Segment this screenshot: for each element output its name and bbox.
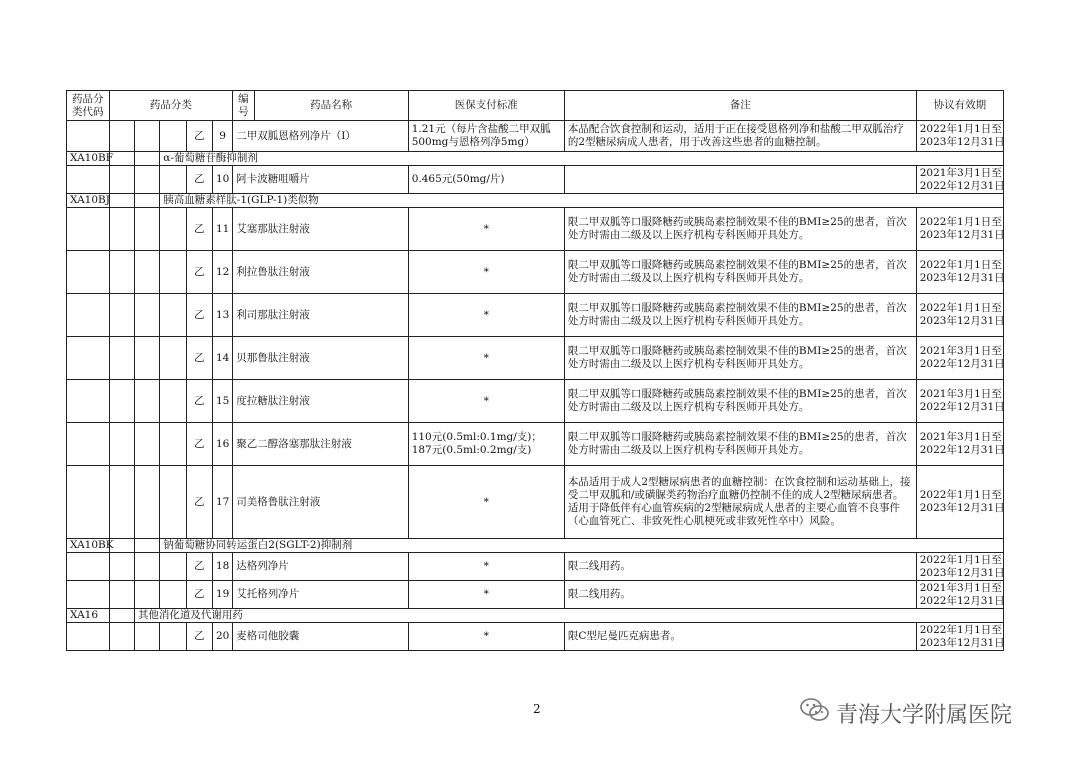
category-code: XA10BJ: [67, 194, 110, 208]
grade-cell: 乙: [186, 294, 212, 337]
category-label: α-葡萄糖苷酶抑制剂: [160, 152, 1004, 166]
header-validity: 协议有效期: [916, 91, 1003, 121]
table-row: [67, 423, 1004, 466]
num-cell: 17: [212, 466, 232, 539]
drug-name-cell: 艾塞那肽注射液: [233, 208, 408, 251]
standard-cell: *: [408, 553, 564, 581]
num-cell: 10: [212, 166, 232, 194]
grade-cell: 乙: [186, 208, 212, 251]
category-label: 钠葡萄糖协同转运蛋白2(SGLT-2)抑制剂: [160, 539, 1004, 553]
remark-cell: 限C型尼曼匹克病患者。: [564, 623, 916, 651]
drug-name-cell: 聚乙二醇洛塞那肽注射液: [233, 423, 408, 466]
drug-name-cell: 利拉鲁肽注射液: [233, 251, 408, 294]
table-row: [67, 208, 1004, 251]
table-row: [67, 380, 1004, 423]
category-label: 其他消化道及代谢用药: [134, 609, 1003, 623]
validity-cell: 2021年3月1日至 2022年12月31日: [916, 337, 1003, 380]
grade-cell: 乙: [186, 121, 212, 152]
drug-name-cell: 阿卡波糖咀嚼片: [233, 166, 408, 194]
num-cell: 13: [212, 294, 232, 337]
category-row: [67, 152, 1004, 166]
remark-cell: 限二甲双胍等口服降糖药或胰岛素控制效果不佳的BMI≥25的患者，首次处方时需由二级及以上医疗机构专科医师开具处方。: [564, 294, 916, 337]
validity-cell: 2022年1月1日至 2023年12月31日: [916, 121, 1003, 152]
grade-cell: 乙: [186, 553, 212, 581]
category-row: [67, 609, 1004, 623]
remark-cell: [564, 166, 916, 194]
num-cell: 14: [212, 337, 232, 380]
remark-cell: 限二甲双胍等口服降糖药或胰岛素控制效果不佳的BMI≥25的患者，首次处方时需由二级及以上医疗机构专科医师开具处方。: [564, 208, 916, 251]
page-number: 2: [533, 702, 541, 716]
table-row: [67, 166, 1004, 194]
standard-cell: 110元(0.5ml:0.1mg/支)；187元(0.5ml:0.2mg/支): [408, 423, 564, 466]
header-category: 药品分类: [109, 91, 233, 121]
grade-cell: 乙: [186, 581, 212, 609]
header-name: 药品名称: [254, 91, 408, 121]
standard-cell: *: [408, 581, 564, 609]
num-cell: 12: [212, 251, 232, 294]
standard-cell: 0.465元(50mg/片): [408, 166, 564, 194]
header-row: [67, 91, 1004, 121]
grade-cell: 乙: [186, 623, 212, 651]
drug-name-cell: 艾托格列净片: [233, 581, 408, 609]
remark-cell: 限二甲双胍等口服降糖药或胰岛素控制效果不佳的BMI≥25的患者，首次处方时需由二级及以上医疗机构专科医师开具处方。: [564, 423, 916, 466]
num-cell: 15: [212, 380, 232, 423]
validity-cell: 2022年1月1日至 2023年12月31日: [916, 623, 1003, 651]
validity-cell: 2022年1月1日至 2023年12月31日: [916, 553, 1003, 581]
validity-cell: 2021年3月1日至 2022年12月31日: [916, 380, 1003, 423]
num-cell: 20: [212, 623, 232, 651]
num-cell: 16: [212, 423, 232, 466]
validity-cell: 2021年3月1日至 2022年12月31日: [916, 581, 1003, 609]
header-num: 编号: [233, 91, 254, 121]
drug-name-cell: 利司那肽注射液: [233, 294, 408, 337]
validity-cell: 2022年1月1日至 2023年12月31日: [916, 466, 1003, 539]
drug-name-cell: 达格列净片: [233, 553, 408, 581]
category-row: [67, 194, 1004, 208]
category-code: XA16: [67, 609, 110, 623]
header-remark: 备注: [564, 91, 916, 121]
standard-cell: *: [408, 208, 564, 251]
standard-cell: *: [408, 294, 564, 337]
grade-cell: 乙: [186, 337, 212, 380]
standard-cell: 1.21元（每片含盐酸二甲双胍500mg与恩格列净5mg）: [408, 121, 564, 152]
num-cell: 11: [212, 208, 232, 251]
watermark: [800, 697, 1012, 729]
validity-cell: 2022年1月1日至 2023年12月31日: [916, 294, 1003, 337]
header-code: 药品分类代码: [67, 91, 110, 121]
category-label: 胰高血糖素样肽-1(GLP-1)类似物: [160, 194, 1004, 208]
num-cell: 9: [212, 121, 232, 152]
category-code: XA10BK: [67, 539, 110, 553]
remark-cell: 限二甲双胍等口服降糖药或胰岛素控制效果不佳的BMI≥25的患者，首次处方时需由二级及以上医疗机构专科医师开具处方。: [564, 337, 916, 380]
table-row: [67, 581, 1004, 609]
validity-cell: 2022年1月1日至 2023年12月31日: [916, 251, 1003, 294]
remark-cell: 限二线用药。: [564, 581, 916, 609]
standard-cell: *: [408, 337, 564, 380]
standard-cell: *: [408, 380, 564, 423]
drug-name-cell: 二甲双胍恩格列净片（Ⅰ）: [233, 121, 408, 152]
remark-cell: 限二甲双胍等口服降糖药或胰岛素控制效果不佳的BMI≥25的患者，首次处方时需由二级及以上医疗机构专科医师开具处方。: [564, 380, 916, 423]
validity-cell: 2022年1月1日至 2023年12月31日: [916, 208, 1003, 251]
wechat-icon: [800, 697, 830, 729]
table-row: [67, 121, 1004, 152]
table-row: [67, 553, 1004, 581]
num-cell: 19: [212, 581, 232, 609]
grade-cell: 乙: [186, 466, 212, 539]
category-row: [67, 539, 1004, 553]
drug-name-cell: 麦格司他胶囊: [233, 623, 408, 651]
drug-list-table: [66, 90, 1004, 651]
drug-name-cell: 度拉糖肽注射液: [233, 380, 408, 423]
remark-cell: 本品配合饮食控制和运动，适用于正在接受恩格列净和盐酸二甲双胍治疗的2型糖尿病成人患者，用于改善这些患者的血糖控制。: [564, 121, 916, 152]
standard-cell: *: [408, 623, 564, 651]
category-code: XA10BF: [67, 152, 110, 166]
remark-cell: 限二线用药。: [564, 553, 916, 581]
table-row: [67, 337, 1004, 380]
num-cell: 18: [212, 553, 232, 581]
remark-cell: 本品适用于成人2型糖尿病患者的血糖控制：在饮食控制和运动基础上，接受二甲双胍和/或磺脲类药物治疗血糖仍控制不佳的成人2型糖尿病患者。适用于降低伴有心血管疾病的2型糖尿病成人患者的主要心血管不良事件（心血管死亡、非致死性心肌梗死或非致死性卒中）风险。: [564, 466, 916, 539]
watermark-text: 青海大学附属医院: [836, 702, 1013, 728]
validity-cell: 2021年3月1日至 2022年12月31日: [916, 423, 1003, 466]
drug-name-cell: 司美格鲁肽注射液: [233, 466, 408, 539]
table-row: [67, 623, 1004, 651]
table-row: [67, 294, 1004, 337]
grade-cell: 乙: [186, 380, 212, 423]
standard-cell: *: [408, 251, 564, 294]
grade-cell: 乙: [186, 166, 212, 194]
table-row: [67, 466, 1004, 539]
grade-cell: 乙: [186, 251, 212, 294]
grade-cell: 乙: [186, 423, 212, 466]
drug-name-cell: 贝那鲁肽注射液: [233, 337, 408, 380]
validity-cell: 2021年3月1日至 2022年12月31日: [916, 166, 1003, 194]
remark-cell: 限二甲双胍等口服降糖药或胰岛素控制效果不佳的BMI≥25的患者，首次处方时需由二级及以上医疗机构专科医师开具处方。: [564, 251, 916, 294]
table-row: [67, 251, 1004, 294]
standard-cell: *: [408, 466, 564, 539]
header-standard: 医保支付标准: [408, 91, 564, 121]
